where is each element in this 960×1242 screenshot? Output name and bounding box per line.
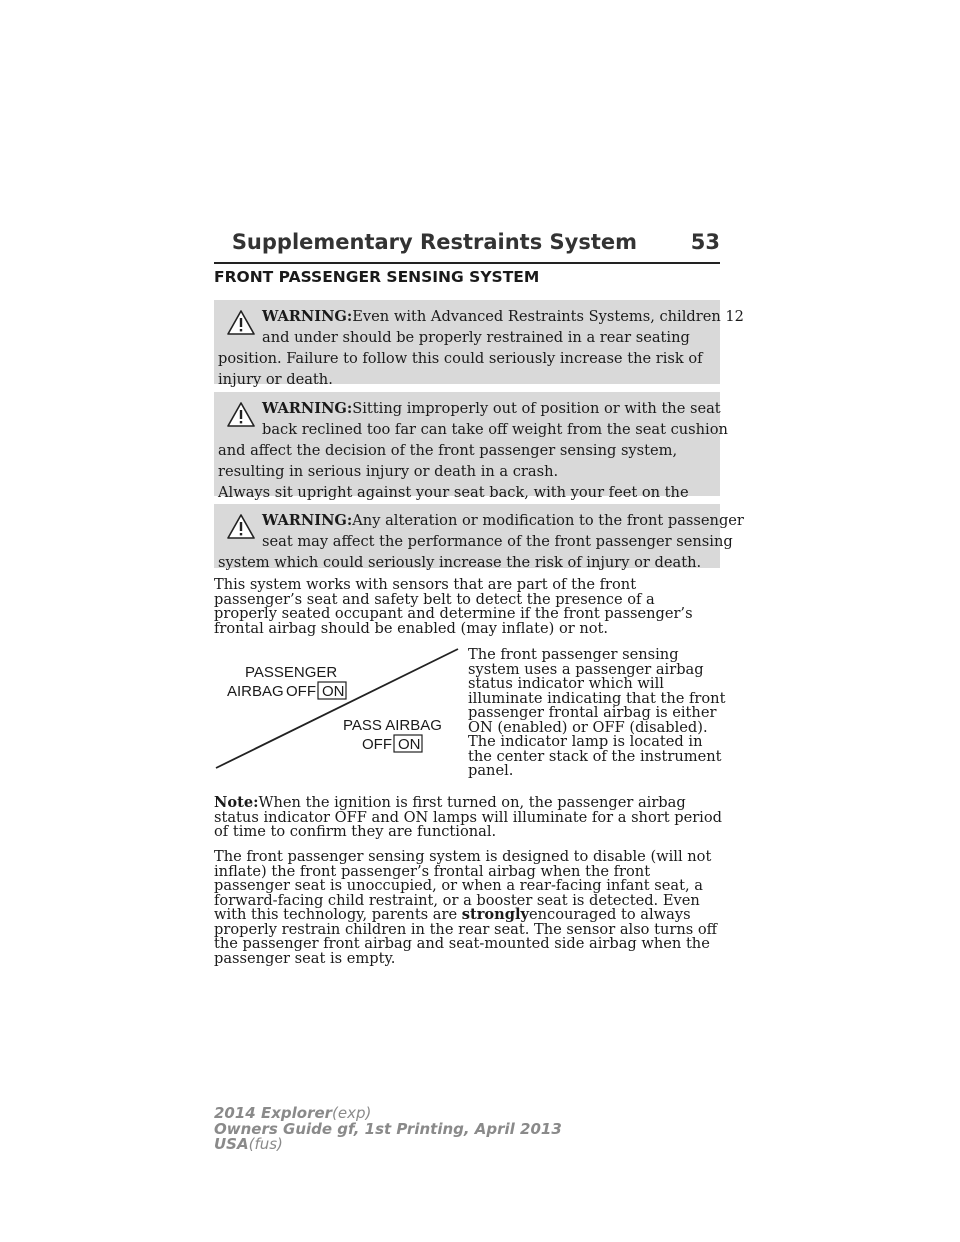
footer-printing: Owners Guide gf, 1st Printing, April 2013 [214,1119,562,1138]
note-label: Note: [214,794,259,811]
top-label-line1: PASSENGER [245,664,338,681]
page-header [214,226,720,264]
bottom-on-label: ON [398,736,421,753]
top-label-line2: AIRBAG [227,683,284,700]
page-footer [214,1106,562,1153]
warning-text: system which could seriously increase the risk of injury or death. [218,554,702,571]
note-paragraph [214,796,722,840]
closing-text: The front passenger sensing system is designed to disable (will not inflate) the front passenger’s frontal airbag when the front passenger seat is unoccupied, or when a rear-facing infant seat, a forward-facing child restraint, or a booster seat is detected. Even with this technology, parents are [214,848,712,923]
warning-label: WARNING: [262,400,353,417]
page-number: 53 [690,230,720,254]
intro-paragraph: This system works with sensors that are part of the front passenger’s seat and safety belt to detect the presence of a properly seated occupant and determine if the front passenger’s frontal airbag should be enabled (may inflate) or not. [214,576,693,637]
warning-box-2 [214,392,728,501]
chapter-title: Supplementary Restraints System [231,230,637,254]
warning-box-3 [214,504,744,571]
warning-text: position. Failure to follow this could seriously increase the risk of injury or death. [218,350,703,388]
closing-text: encouraged to always properly restrain children in the rear seat. The sensor also turns off the passenger front airbag and seat-mounted side airbag when the passenger seat is empty. [214,906,718,967]
section-title: FRONT PASSENGER SENSING SYSTEM [214,268,540,286]
airbag-indicator-figure [214,646,460,772]
warning-text: Any alteration or modification to the front passenger [352,512,744,529]
footer-model: 2014 Explorer [214,1104,333,1122]
top-off-label: OFF [286,683,316,700]
warning-text: back reclined too far can take off weight from the seat cushion [262,421,728,438]
warning-text: Even with Advanced Restraints Systems, children 12 [352,308,744,325]
bottom-label-line1: PASS AIRBAG [343,717,442,734]
figure-caption: The front passenger sensing system uses a passenger airbag status indicator which will illuminate indicating that the front passenger frontal airbag is either ON (enabled) or OFF (disabled). The indicator lamp is located in the center stack of the instrument panel. [468,646,726,779]
closing-paragraph [214,850,722,966]
warning-triangle-icon [227,310,255,336]
note-text: When the ignition is first turned on, the passenger airbag status indicator OFF and ON lamps will illuminate for a short period of time to confirm they are functional. [214,794,722,840]
warning-box-1 [214,300,744,388]
warning-triangle-icon [227,514,255,540]
footer-model-code: (exp) [332,1104,372,1122]
warning-triangle-icon [227,402,255,428]
footer-market-code: (fus) [248,1135,283,1153]
top-on-label: ON [322,683,345,700]
bottom-off-label: OFF [362,736,392,753]
warning-text: seat may affect the performance of the front passenger sensing [262,533,733,550]
warning-text: and under should be properly restrained in a rear seating [262,329,690,346]
warning-text: Always sit upright against your seat back, with your feet on the [218,484,689,501]
warning-text: and affect the decision of the front passenger sensing system, resulting in serious injury or death in a crash. [218,442,678,480]
warning-label: WARNING: [262,512,353,529]
footer-market: USA [214,1135,249,1153]
warning-label: WARNING: [262,308,353,325]
closing-emphasis: strongly [461,906,529,923]
warning-text: Sitting improperly out of position or with the seat [352,400,721,417]
